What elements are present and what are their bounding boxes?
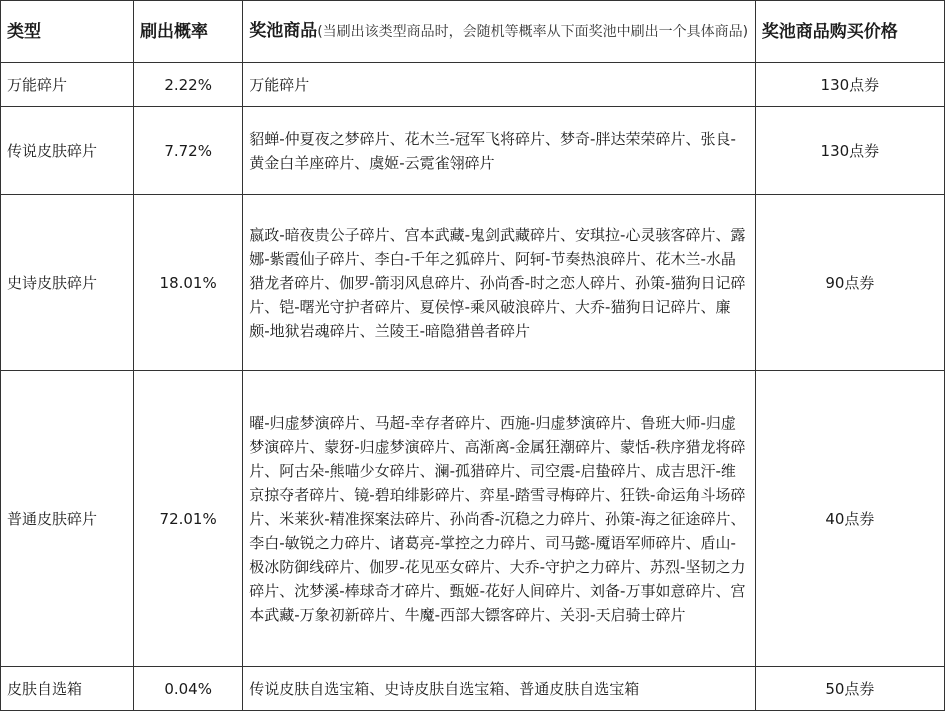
table-row bbox=[1, 667, 945, 711]
cell-pool: 传说皮肤自选宝箱、史诗皮肤自选宝箱、普通皮肤自选宝箱 bbox=[243, 667, 756, 711]
cell-price: 40点券 bbox=[755, 371, 944, 667]
cell-pool: 貂蝉-仲夏夜之梦碎片、花木兰-冠军飞将碎片、梦奇-胖达荣荣碎片、张良-黄金白羊座碎片、虞姬-云霓雀翎碎片 bbox=[243, 107, 756, 195]
cell-type: 万能碎片 bbox=[1, 63, 134, 107]
header-type: 类型 bbox=[1, 1, 134, 63]
cell-price: 90点券 bbox=[755, 195, 944, 371]
cell-pool: 嬴政-暗夜贵公子碎片、宫本武藏-鬼剑武藏碎片、安琪拉-心灵骇客碎片、露娜-紫霞仙子碎片、李白-千年之狐碎片、阿轲-节奏热浪碎片、花木兰-水晶猎龙者碎片、伽罗-箭羽风息碎片、孙尚香-时之恋人碎片、孙策-猫狗日记碎片、铠-曙光守护者碎片、夏侯惇-乘风破浪碎片、大乔-猫狗日记碎片、廉颇-地狱岩魂碎片、兰陵王-暗隐猎兽者碎片 bbox=[243, 195, 756, 371]
header-rate: 刷出概率 bbox=[134, 1, 243, 63]
cell-rate: 7.72% bbox=[134, 107, 243, 195]
header-pool-note: (当刷出该类型商品时，会随机等概率从下面奖池中刷出一个具体商品) bbox=[317, 24, 749, 40]
cell-type: 史诗皮肤碎片 bbox=[1, 195, 134, 371]
cell-pool: 万能碎片 bbox=[243, 63, 756, 107]
cell-rate: 18.01% bbox=[134, 195, 243, 371]
table-row bbox=[1, 107, 945, 195]
header-row bbox=[1, 1, 945, 63]
cell-rate: 0.04% bbox=[134, 667, 243, 711]
cell-rate: 2.22% bbox=[134, 63, 243, 107]
cell-price: 130点券 bbox=[755, 63, 944, 107]
header-pool bbox=[243, 1, 756, 63]
cell-pool: 曜-归虚梦演碎片、马超-幸存者碎片、西施-归虚梦演碎片、鲁班大师-归虚梦演碎片、蒙犽-归虚梦演碎片、高渐离-金属狂潮碎片、蒙恬-秩序猎龙将碎片、阿古朵-熊喵少女碎片、澜-孤猎碎片、司空震-启蛰碎片、成吉思汗-维京掠夺者碎片、镜-碧珀绯影碎片、弈星-踏雪寻梅碎片、狂铁-命运角斗场碎片、米莱狄-精准探案法碎片、孙尚香-沉稳之力碎片、孙策-海之征途碎片、李白-敏锐之力碎片、诸葛亮-掌控之力碎片、司马懿-魇语军师碎片、盾山-极冰防御线碎片、伽罗-花见巫女碎片、大乔-守护之力碎片、苏烈-坚韧之力碎片、沈梦溪-棒球奇才碎片、甄姬-花好人间碎片、刘备-万事如意碎片、宫本武藏-万象初新碎片、牛魔-西部大镖客碎片、关羽-天启骑士碎片 bbox=[243, 371, 756, 667]
table-row bbox=[1, 195, 945, 371]
table-row bbox=[1, 371, 945, 667]
cell-type: 传说皮肤碎片 bbox=[1, 107, 134, 195]
header-pool-title: 奖池商品 bbox=[249, 21, 318, 41]
cell-type: 普通皮肤碎片 bbox=[1, 371, 134, 667]
cell-price: 130点券 bbox=[755, 107, 944, 195]
table-row bbox=[1, 63, 945, 107]
cell-price: 50点券 bbox=[755, 667, 944, 711]
cell-type: 皮肤自选箱 bbox=[1, 667, 134, 711]
header-price: 奖池商品购买价格 bbox=[755, 1, 944, 63]
cell-rate: 72.01% bbox=[134, 371, 243, 667]
